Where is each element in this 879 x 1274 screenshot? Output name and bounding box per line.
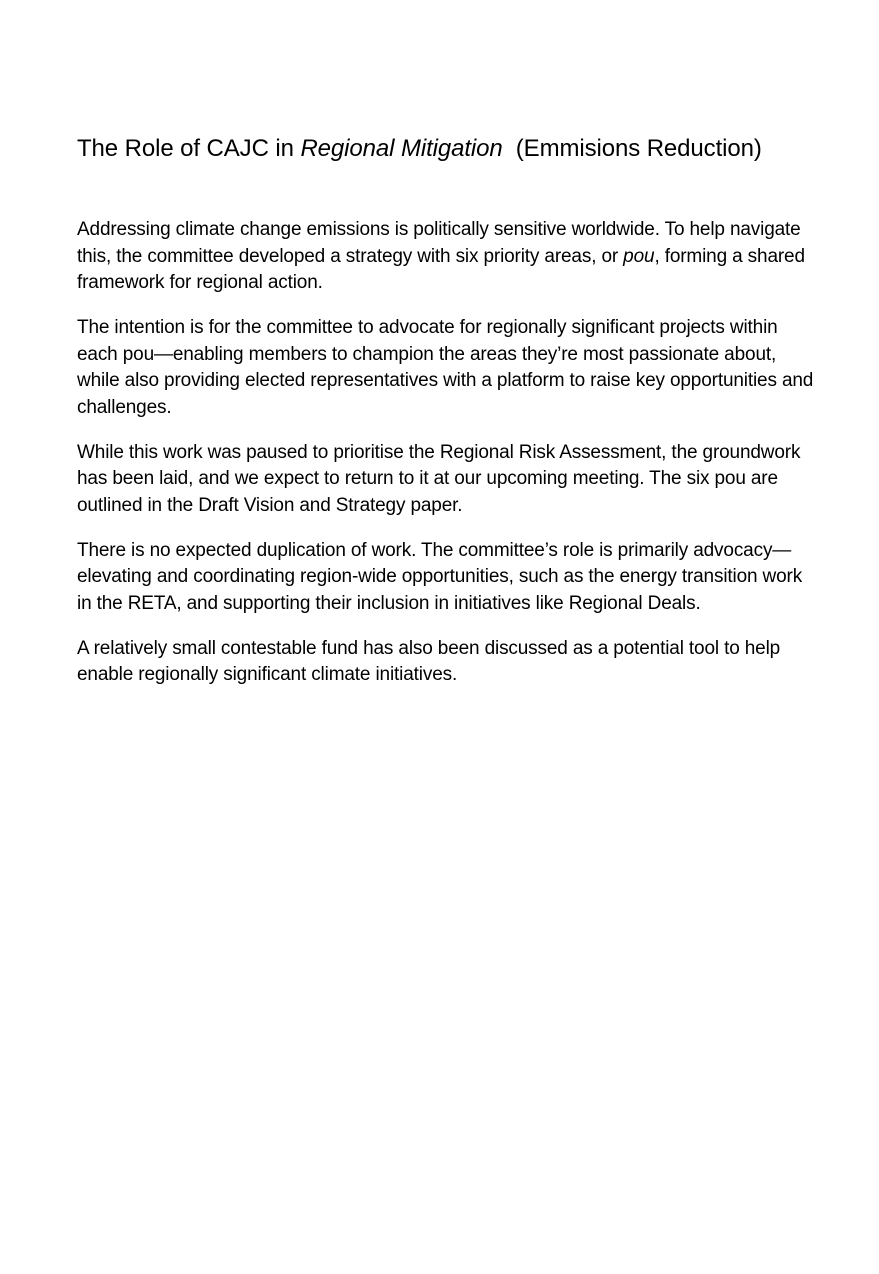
- title-suffix: (Emmisions Reduction): [502, 135, 762, 162]
- paragraph-duplication: There is no expected duplication of work. The committee’s role is primarily advocacy—elevating and coordinating region-wide opportunities, such as the energy transition work in the RETA, and supporting their inclusion in initiatives like Regional Deals.: [77, 539, 803, 614]
- title-prefix: The Role of CAJC in: [77, 135, 301, 162]
- document-page: [77, 132, 817, 707]
- paragraph-intro-end: , forming a shared framework for regional action.: [77, 245, 805, 293]
- paragraph-intro-emphasis: pou: [623, 245, 655, 267]
- title-emphasis: Regional Mitigation: [300, 135, 503, 162]
- document-body: [77, 217, 817, 689]
- paragraph-intro: [77, 217, 817, 297]
- paragraph-paused-work: While this work was paused to prioritise the Regional Risk Assessment, the groundwork has been laid, and we expect to return to it at our upcoming meeting. The six pou are outlined in the Draft Vision and Strategy paper.: [77, 441, 801, 516]
- paragraph-intention: The intention is for the committee to advocate for regionally significant projects within each pou—enabling members to champion the areas they’re most passionate about, while also providing elected representatives with a platform to raise key opportunities and challenges.: [77, 317, 814, 418]
- paragraph-contestable-fund: A relatively small contestable fund has also been discussed as a potential tool to help enable regionally significant climate initiatives.: [77, 637, 781, 685]
- document-title: [77, 132, 817, 166]
- paragraph-intro-start: Addressing climate change emissions is politically sensitive worldwide. To help navigate this, the committee developed a strategy with six priority areas, or: [77, 219, 801, 267]
